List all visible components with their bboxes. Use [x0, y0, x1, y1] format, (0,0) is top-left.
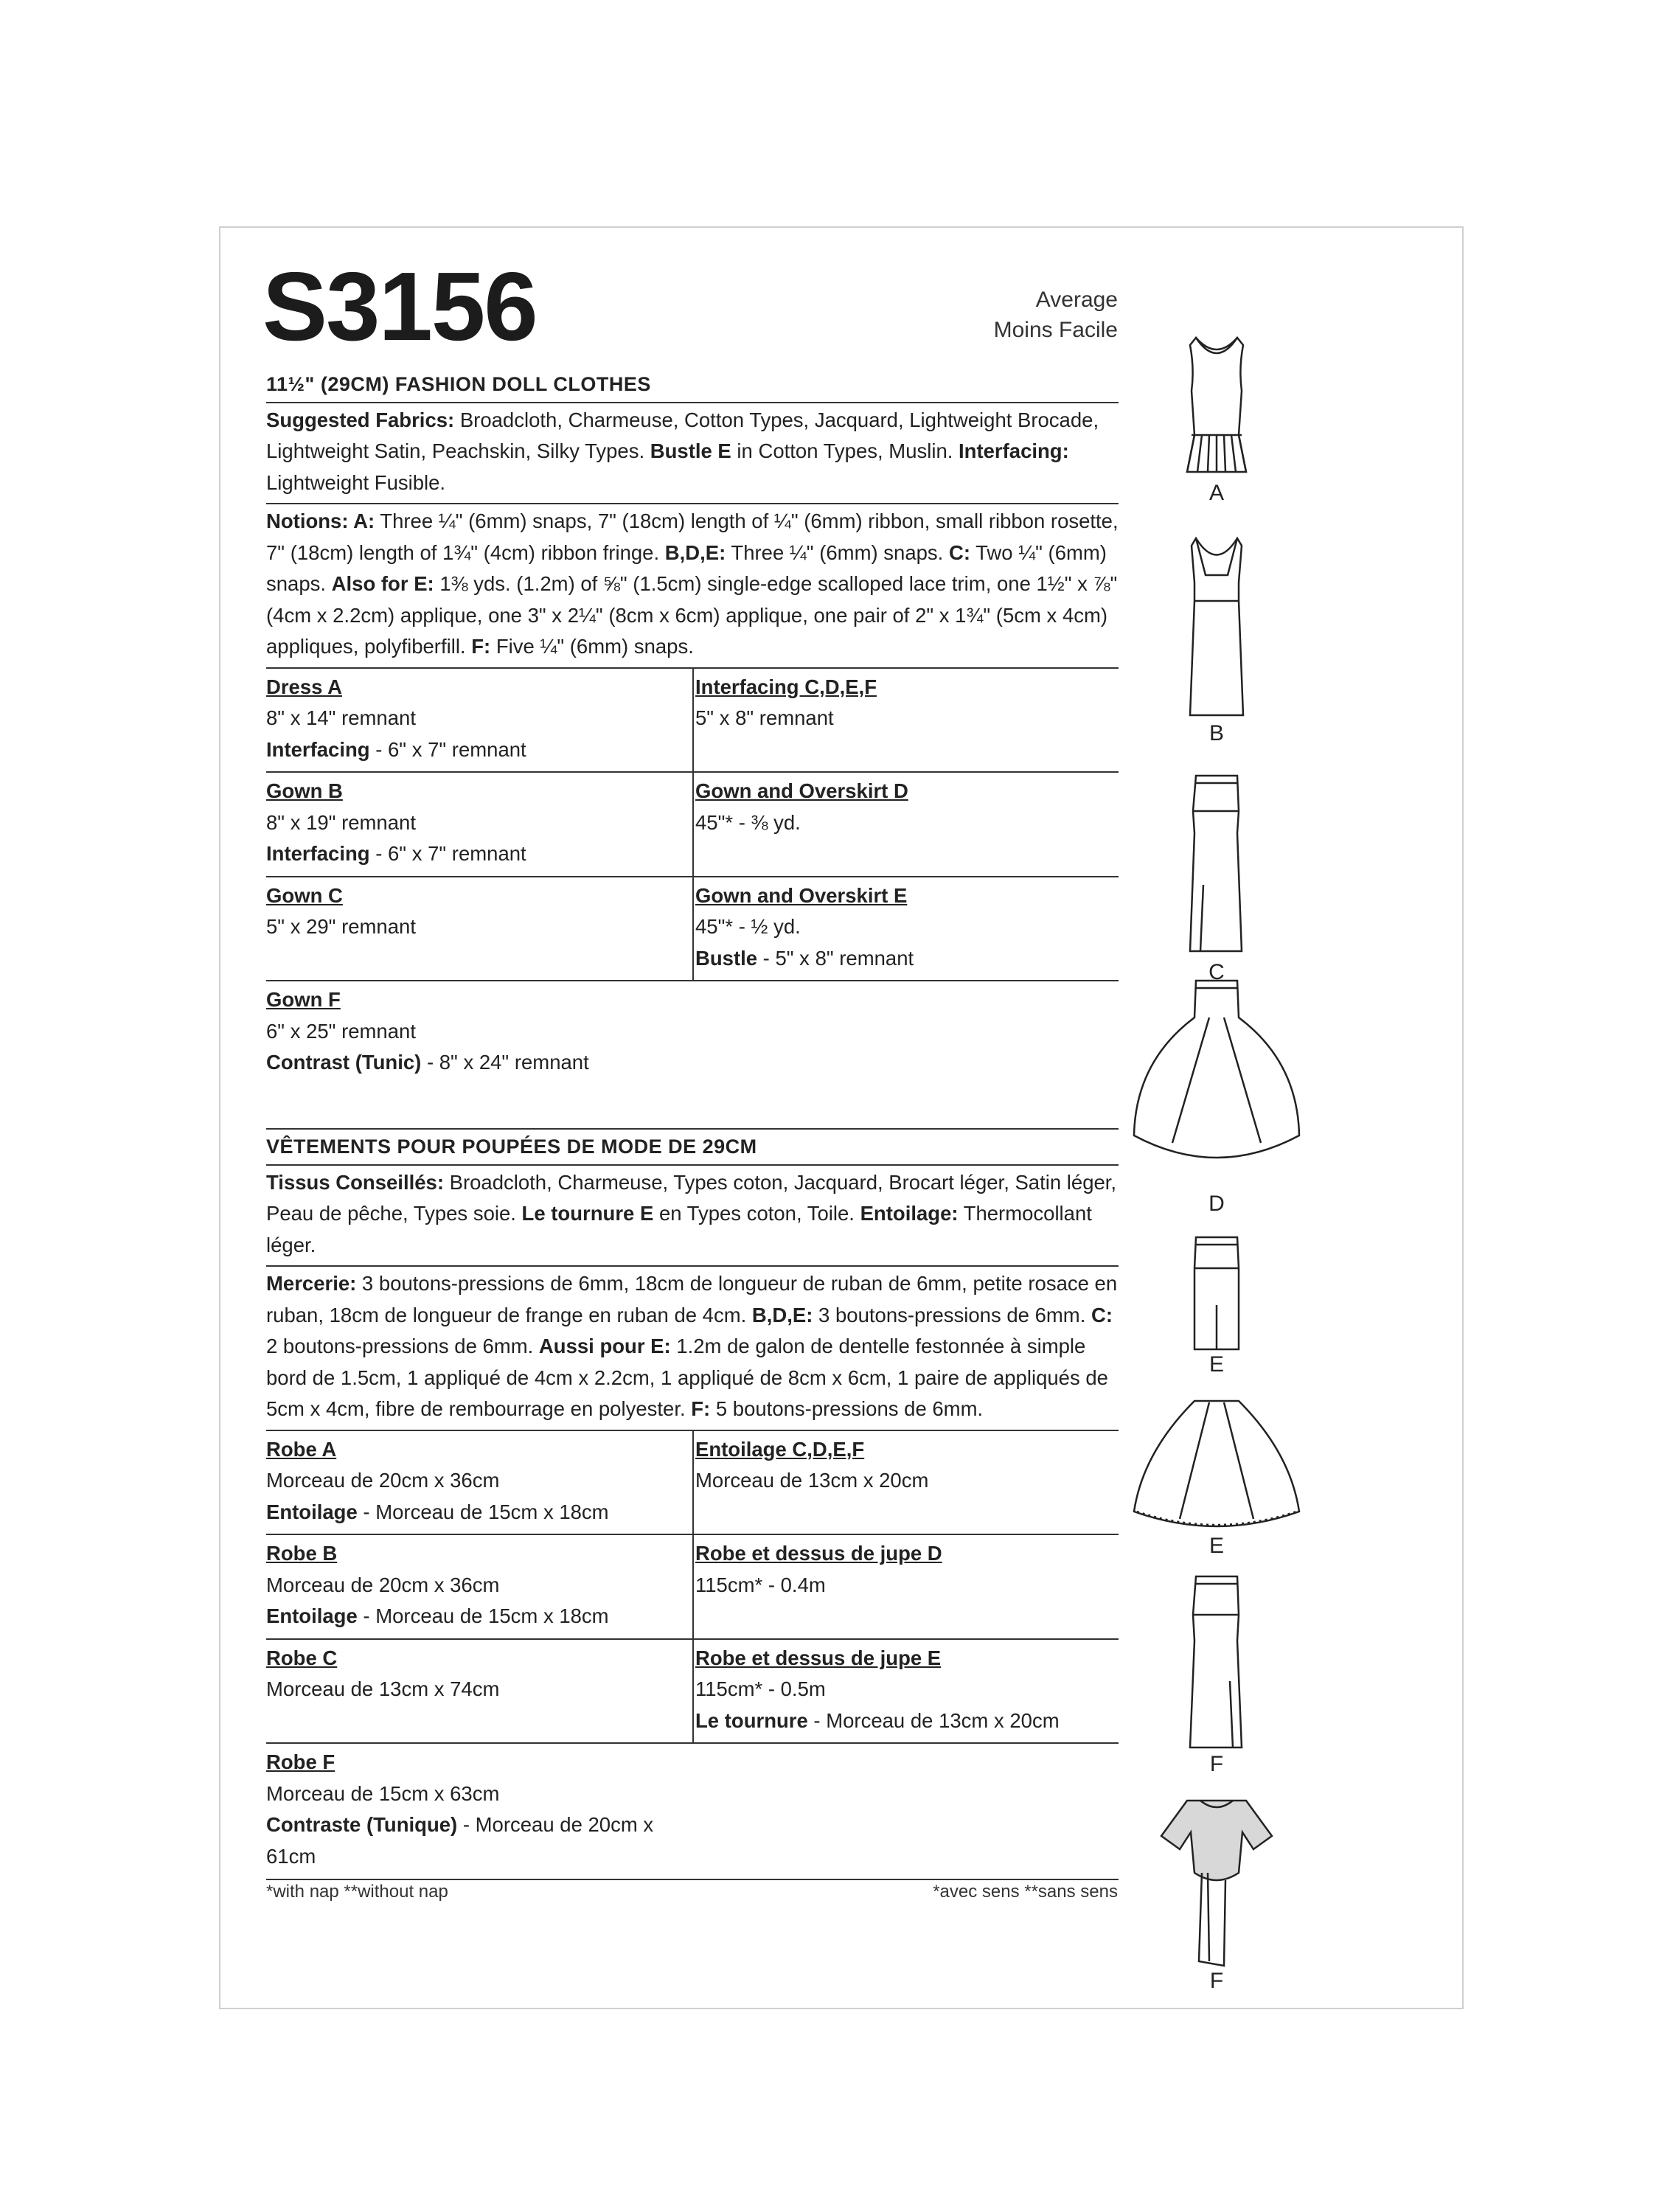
yardage-row: [266, 773, 1119, 877]
english-section: [266, 369, 1119, 1085]
figure-label: F: [1209, 1752, 1224, 1776]
yardage-cell: Dress A 8" x 14" remnant Interfacing - 6" x 7" remnant: [266, 675, 526, 761]
difficulty-en: Average: [1035, 288, 1118, 312]
yardage-cell: Robe B Morceau de 20cm x 36cm Entoilage - Morceau de 15cm x 18cm: [266, 1542, 609, 1627]
yardage-cell: Robe F Morceau de 15cm x 63cm Contraste (Tunique) - Morceau de 20cm x 61cm: [266, 1750, 654, 1868]
yardage-cell: Robe et dessus de jupe D 115cm* - 0.4m: [692, 1535, 1119, 1638]
gown-e-icon: [1128, 1231, 1305, 1357]
yardage-row: [266, 981, 1119, 1085]
fabrics-label: Suggested Fabrics:: [266, 408, 455, 431]
french-section: [266, 1128, 1119, 1878]
footnote-en: *with nap **without nap: [266, 1882, 448, 1902]
english-title: 11½" (29CM) FASHION DOLL CLOTHES: [266, 369, 1119, 403]
footnote-fr: *avec sens **sans sens: [933, 1882, 1118, 1902]
yardage-row: [266, 1744, 1119, 1878]
yardage-row: [266, 1431, 1119, 1536]
yardage-row: [266, 669, 1119, 773]
figure-label: C: [1208, 960, 1225, 984]
figure-label: A: [1208, 481, 1224, 505]
dress-a-icon: [1128, 324, 1305, 487]
difficulty-fr: Moins Facile: [993, 318, 1118, 342]
figure-gown-c: [1128, 767, 1305, 984]
gown-f-icon: [1128, 1571, 1305, 1755]
figure-gown-e: [1128, 1231, 1305, 1377]
figure-label: D: [1208, 1192, 1225, 1216]
yardage-cell: Gown and Overskirt E 45"* - ½ yd. Bustle - 5" x 8" remnant: [692, 877, 1119, 981]
figure-gown-d: [1128, 973, 1305, 1216]
figure-label: F: [1209, 1969, 1224, 1993]
yardage-cell: Interfacing C,D,E,F 5" x 8" remnant: [692, 669, 1119, 772]
yardage-cell: Robe A Morceau de 20cm x 36cm Entoilage - Morceau de 15cm x 18cm: [266, 1437, 609, 1523]
footnote-divider: [266, 1879, 1119, 1880]
yardage-cell: Robe et dessus de jupe E 115cm* - 0.5m Le tournure - Morceau de 13cm x 20cm: [692, 1640, 1119, 1743]
english-notions: Notions: A: Three ¼" (6mm) snaps, 7" (18cm) length of ¼" (6mm) ribbon, small ribbon rosette, 7" (18cm) length of 1¾" (4cm) ribbon fringe. B,D,E: Three ¼" (6mm) snaps. C: Two ¼" (6mm) snaps. Also for E: 1⅜ yds. (1.2m) of ⅝" (1.5cm) single-edge scalloped lace trim, one 1½" x ⅞" (4cm x 2.2cm) applique, one 3" x 2¼" (8cm x 6cm) applique, one pair of 2" x 1¾" (5cm x 4cm) appliques, polyfiberfill. F: Five ¼" (6mm) snaps.: [266, 504, 1119, 669]
figure-label: E: [1208, 1534, 1224, 1558]
overskirt-e-icon: [1128, 1394, 1305, 1534]
gown-d-icon: [1128, 973, 1305, 1187]
yardage-cell: Robe C Morceau de 13cm x 74cm: [266, 1646, 500, 1700]
yardage-row: [266, 877, 1119, 982]
yardage-cell: Gown C 5" x 29" remnant: [266, 883, 416, 938]
yardage-cell: Gown and Overskirt D 45"* - ⅜ yd.: [692, 773, 1119, 876]
pattern-number: S3156: [262, 252, 537, 361]
figure-overskirt-e: [1128, 1394, 1305, 1558]
yardage-row: [266, 1640, 1119, 1745]
gown-b-icon: [1128, 531, 1305, 730]
figure-label: B: [1208, 721, 1224, 745]
figure-label: E: [1208, 1352, 1224, 1377]
figure-gown-f: [1128, 1571, 1305, 1776]
figure-gown-b: [1128, 531, 1305, 745]
yardage-cell: Gown F 6" x 25" remnant Contrast (Tunic) - 8" x 24" remnant: [266, 988, 589, 1074]
yardage-cell: Gown B 8" x 19" remnant Interfacing - 6" x 7" remnant: [266, 779, 526, 865]
french-title: VÊTEMENTS POUR POUPÉES DE MODE DE 29CM: [266, 1128, 1119, 1166]
difficulty-rating: [994, 285, 1118, 345]
gown-c-icon: [1128, 767, 1305, 959]
yardage-row: [266, 1535, 1119, 1640]
french-fabrics: Tissus Conseillés: Broadcloth, Charmeuse, Types coton, Jacquard, Brocart léger, Satin léger, Peau de pêche, Types soie. Le tournure E en Types coton, Toile. Entoilage: Thermocollant léger.: [266, 1166, 1119, 1267]
yardage-cell: Entoilage C,D,E,F Morceau de 13cm x 20cm: [692, 1431, 1119, 1534]
tunic-f-icon: [1128, 1792, 1305, 1976]
english-fabrics: Suggested Fabrics: Broadcloth, Charmeuse, Cotton Types, Jacquard, Lightweight Brocade, Lightweight Satin, Peachskin, Silky Types. Bustle E in Cotton Types, Muslin. Interfacing: Lightweight Fusible.: [266, 403, 1119, 505]
french-notions: Mercerie: 3 boutons-pressions de 6mm, 18cm de longueur de ruban de 6mm, petite rosace en ruban, 18cm de longueur de frange en ruban de 4cm. B,D,E: 3 boutons-pressions de 6mm. C: 2 boutons-pressions de 6mm. Aussi pour E: 1.2m de galon de dentelle festonnée à simple bord de 1.5cm, 1 appliqué de 4cm x 2.2cm, 1 appliqué de 8cm x 6cm, 1 paire de appliqués de 5cm x 4cm, fibre de rembourrage en polyester. F: 5 boutons-pressions de 6mm.: [266, 1267, 1119, 1431]
figure-dress-a: [1128, 324, 1305, 505]
figure-tunic-f: [1128, 1792, 1305, 1993]
